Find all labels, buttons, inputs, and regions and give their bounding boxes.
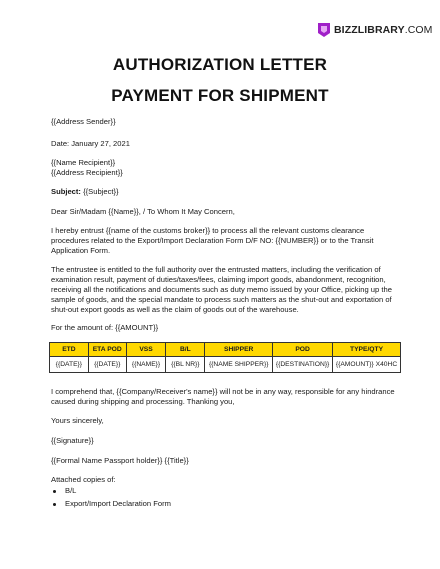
header-bl: B/L: [166, 343, 205, 357]
shipment-table: [49, 342, 401, 373]
header-eta-pod: ETA POD: [88, 343, 126, 357]
signature: {{Signature}}: [51, 436, 94, 445]
cell-type-qty: {{AMOUNT}} X40HC: [333, 357, 401, 373]
address-recipient: {{Address Recipient}}: [51, 168, 123, 177]
header-pod: POD: [273, 343, 333, 357]
attachment-list: [51, 485, 171, 510]
table-row: [50, 357, 401, 373]
document-title-line2: PAYMENT FOR SHIPMENT: [111, 86, 329, 105]
header-etd: ETD: [50, 343, 89, 357]
subject-value: {{Subject}}: [80, 187, 119, 196]
subject-label: Subject:: [51, 187, 81, 196]
address-sender: {{Address Sender}}: [51, 117, 116, 126]
formal-name: {{Formal Name Passport holder}} {{Title}}: [51, 456, 189, 465]
paragraph-entrust: I hereby entrust {{name of the customs broker}} to process all the relevant customs clearance procedures related to the Export/Import Declaration Form D/F NO: {{NUMBER}} or to the Transit Application Form.: [51, 226, 374, 256]
cell-bl: {{BL NR}}: [166, 357, 205, 373]
header-type-qty: TYPE/QTY: [333, 343, 401, 357]
name-recipient: {{Name Recipient}}: [51, 158, 116, 167]
bizzlibrary-logo[interactable]: [318, 23, 433, 37]
greeting: Dear Sir/Madam {{Name}}, / To Whom It May Concern,: [51, 207, 235, 216]
logo-text: [334, 24, 433, 36]
list-item: B/L: [51, 485, 171, 498]
cell-vss: {{NAME}}: [126, 357, 166, 373]
logo-brand: BIZZLIBRARY: [334, 24, 405, 36]
cell-etd: {{DATE}}: [50, 357, 89, 373]
subject-line: [51, 187, 119, 197]
closing: Yours sincerely,: [51, 416, 104, 425]
cell-eta-pod: {{DATE}}: [88, 357, 126, 373]
header-shipper: SHIPPER: [205, 343, 273, 357]
bizzlibrary-logo-icon: [318, 23, 330, 37]
list-item: Export/Import Declaration Form: [51, 498, 171, 511]
cell-shipper: {{NAME SHIPPER}}: [205, 357, 273, 373]
cell-pod: {{DESTINATION}}: [273, 357, 333, 373]
logo-suffix: .COM: [404, 24, 433, 36]
paragraph-responsibility: I comprehend that, {{Company/Receiver's name}} will not be in any way, responsible for any hindrance caused during shipping and processing. Thanking you,: [51, 387, 395, 407]
table-header-row: [50, 343, 401, 357]
header-vss: VSS: [126, 343, 166, 357]
attached-label: Attached copies of:: [51, 475, 116, 484]
letter-date: Date: January 27, 2021: [51, 139, 130, 148]
amount-line: For the amount of: {{AMOUNT}}: [51, 323, 159, 332]
paragraph-authority: The entrustee is entitled to the full authority over the entrusted matters, including the verification of examination result, payment of duties/taxes/fees, claiming import goods, abandonment, recognition, receiving all the notifications and documents such as duty memo issued by your Office, picking up the sample of goods, and the special mandate to process such matters as the shut-out and exportation of shut-out export goods as well as the claim of goods out of the warehouse.: [51, 265, 392, 315]
document-title-line1: AUTHORIZATION LETTER: [112, 55, 328, 74]
